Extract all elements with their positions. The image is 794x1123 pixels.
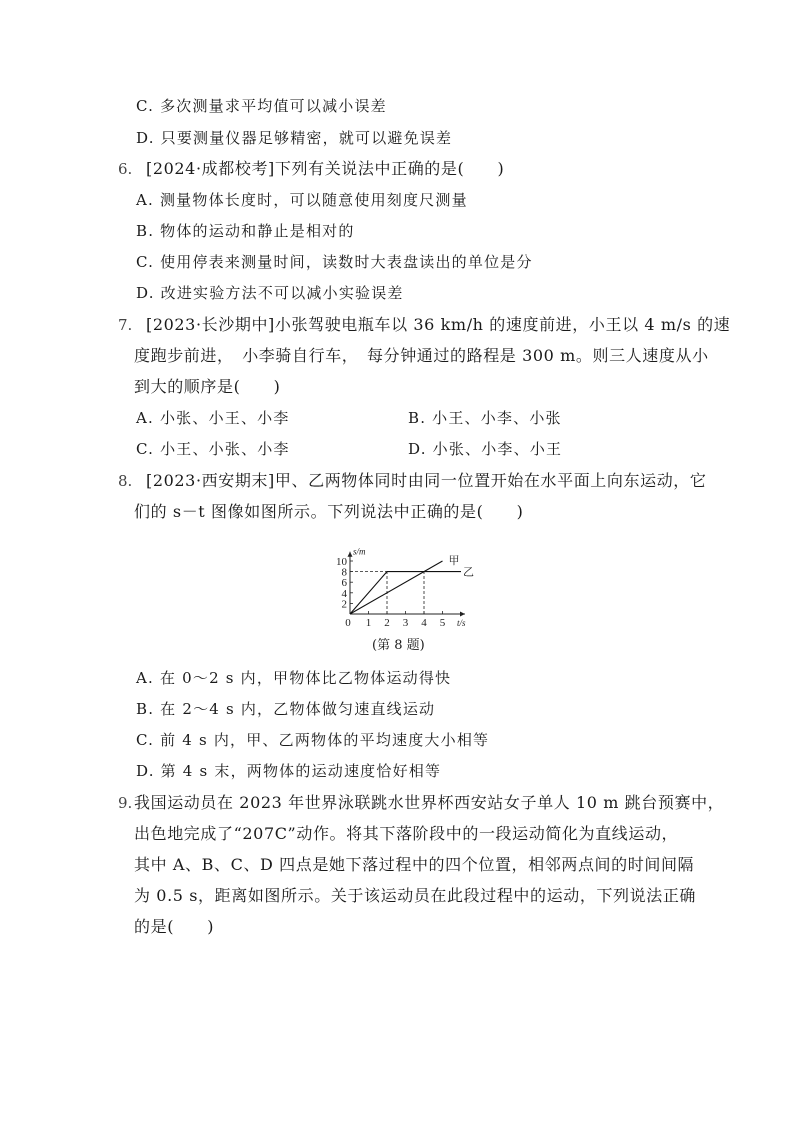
series-line [350,561,443,614]
q6-option-c: C. 使用停表来测量时间，读数时大表盘读出的单位是分 [136,253,533,271]
x-tick-label: 2 [384,617,390,629]
x-tick-label: 5 [439,617,446,629]
figure-caption: (第 8 题) [372,638,425,653]
q8-option-a: A. 在 0～2 s 内，甲物体比乙物体运动得快 [136,669,452,687]
x-tick-label: 4 [421,617,427,629]
q6-option-d: D. 改进实验方法不可以减小实验误差 [136,284,404,302]
q7-stem-line3: 到大的顺序是( ) [134,377,281,396]
graph-axes [348,552,466,617]
y-axis-arrow [348,552,353,557]
x-axis-arrow [460,612,465,617]
q7-option-a: A. 小张、小王、小李 [136,409,290,427]
y-tick-label: 10 [336,556,347,568]
q6-option-b: B. 物体的运动和静止是相对的 [136,222,355,240]
series-label: 乙 [463,565,474,579]
x-tick-label: 3 [402,617,409,629]
q7-number: 7. [118,316,133,334]
q8-stem-line2: 们的 s－t 图像如图所示。下列说法中正确的是( ) [134,502,524,521]
y-tick-label: 2 [341,598,347,611]
graph-labels [353,547,474,628]
q8-option-c: C. 前 4 s 内，甲、乙两物体的平均速度大小相等 [136,731,490,749]
series-line [350,572,461,614]
q9-stem-line1: 我国运动员在 2023 年世界泳联跳水世界杯西安站女子单人 10 m 跳台预赛中， [134,793,725,812]
y-tick-label: 4 [341,587,347,600]
q8-stem-line1: [2023·西安期末]甲、乙两物体同时由同一位置开始在水平面上向东运动，它 [146,471,707,490]
q9-stem-line4: 为 0.5 s，距离如图所示。关于该运动员在此段过程中的运动，下列说法正确 [134,886,697,905]
q9-number: 9. [118,794,133,812]
x-tick-label: 1 [365,617,372,629]
q8-option-b: B. 在 2～4 s 内，乙物体做匀速直线运动 [136,700,436,718]
q7-stem-line1: [2023·长沙期中]小张驾驶电瓶车以 36 km/h 的速度前进，小王以 4 m/s 的速 [146,315,731,334]
q9-stem-line3: 其中 A、B、C、D 四点是她下落过程中的四个位置，相邻两点间的时间间隔 [134,855,695,874]
y-axis-label: s/m [353,546,366,557]
y-tick-label: 8 [341,566,347,579]
q8-number: 8. [118,472,133,490]
q7-option-b: B. 小王、小李、小张 [408,409,562,427]
q6-stem: [2024·成都校考]下列有关说法中正确的是( ) [146,159,505,178]
q7-option-d: D. 小张、小李、小王 [408,440,563,458]
q6-option-a: A. 测量物体长度时，可以随意使用刻度尺测量 [136,191,468,209]
q7-stem-line2: 度跑步前进， 小李骑自行车， 每分钟通过的路程是 300 m。则三人速度从小 [134,346,709,365]
q9-stem-line2: 出色地完成了“207C”动作。将其下落阶段中的一段运动简化为直线运动， [134,824,679,843]
q6-number: 6. [118,160,133,178]
q7-option-c: C. 小王、小张、小李 [136,440,290,458]
graph-ticks [336,556,446,629]
q9-stem-line5: 的是( ) [134,917,215,936]
s-t-graph [330,530,480,630]
x-tick-label: 0 [345,617,351,629]
q8-option-d: D. 第 4 s 末，两物体的运动速度恰好相等 [136,762,442,780]
q5-option-d: D. 只要测量仪器足够精密，就可以避免误差 [136,129,453,147]
graph-series [350,561,461,614]
q5-option-c: C. 多次测量求平均值可以减小误差 [136,97,387,115]
x-axis-label: t/s [457,618,466,628]
y-tick-label: 6 [341,577,347,590]
series-label: 甲 [448,554,460,567]
